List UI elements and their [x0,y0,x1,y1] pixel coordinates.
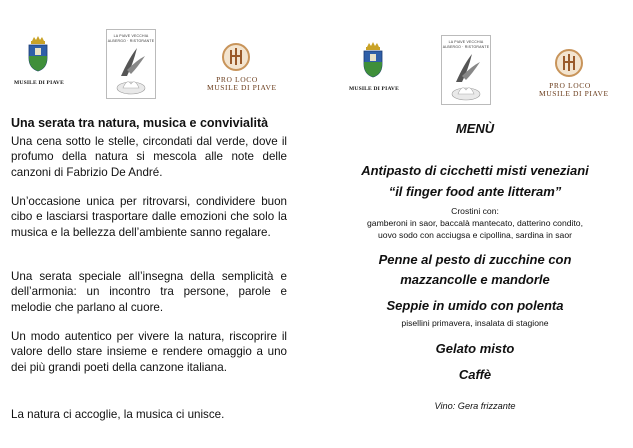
seppie-sides: pisellini primavera, insalata di stagione [401,318,549,328]
menu-finger-food: “il finger food ante litteram” [388,184,562,199]
menu-seppie: Seppie in umido con polenta [386,298,564,313]
menu-wine: Vino: Gera frizzante [434,401,516,411]
proloco-emblem-icon [222,42,250,72]
menu-caffe: Caffè [458,367,492,382]
paragraph-closing: La natura ci accoglie, la musica ci unisce. [11,408,225,421]
restaurant-subtitle: ALBERGO · RISTORANTE [107,39,155,43]
menu-title: MENÙ [455,121,495,136]
proloco-line1: PRO LOCO [216,75,258,84]
proloco-text [207,75,277,92]
restaurant-name: LA PIAVE VECCHIA [448,40,484,44]
menu-gelato: Gelato misto [435,341,515,356]
restaurant-subtitle: ALBERGO · RISTORANTE [442,45,490,49]
municipal-crest-icon [27,36,49,72]
proloco-emblem-icon [555,48,583,78]
menu-antipasto: Antipasto di cicchetti misti veneziani [361,163,589,178]
menu-penne-line2: mazzancolle e mandorle [400,272,550,287]
proloco-text [539,81,609,98]
municipality-caption: MUSILE DI PIAVE [14,80,64,86]
paragraph-special: Una serata speciale all’insegna della semplicità e dell’armonia: un incontro tra persone, parole e melodie che parlano al cuore. [11,270,287,314]
event-title: Una serata tra natura, musica e convivialità [11,116,269,130]
crostini-line1: gamberoni in saor, baccalà mantecato, datterino condito, [367,218,583,228]
proloco-line2: MUSILE DI PIAVE [207,83,277,92]
restaurant-logo [106,29,156,99]
paragraph-authentic: Un modo autentico per vivere la natura, riscoprire il valore dello stare insieme e rendere omaggio a uno dei più grandi poeti della canzone italiana. [11,330,287,374]
proloco-line2: MUSILE DI PIAVE [539,89,609,98]
municipality-caption: MUSILE DI PIAVE [349,86,399,92]
menu-penne-line1: Penne al pesto di zucchine con [378,252,572,267]
restaurant-name: LA PIAVE VECCHIA [113,34,149,38]
crostini-label: Crostini con: [451,206,499,216]
crostini-line2: uovo sodo con acciugsa e cipollina, sardina in saor [378,230,572,240]
paragraph-occasion: Un’occasione unica per ritrovarsi, condividere buon cibo e lasciarsi trasportare dalle emozioni che solo la musica e la bellezza dell’ambiente sanno regalare. [11,195,287,239]
right-page [317,0,633,448]
municipal-crest-icon [362,42,384,78]
proloco-line1: PRO LOCO [549,81,591,90]
left-page [0,0,316,448]
restaurant-logo [441,35,491,105]
paragraph-intro: Una cena sotto le stelle, circondati dal verde, dove il profumo della natura si mescola alle note delle canzoni di Fabrizio De André. [11,135,287,179]
